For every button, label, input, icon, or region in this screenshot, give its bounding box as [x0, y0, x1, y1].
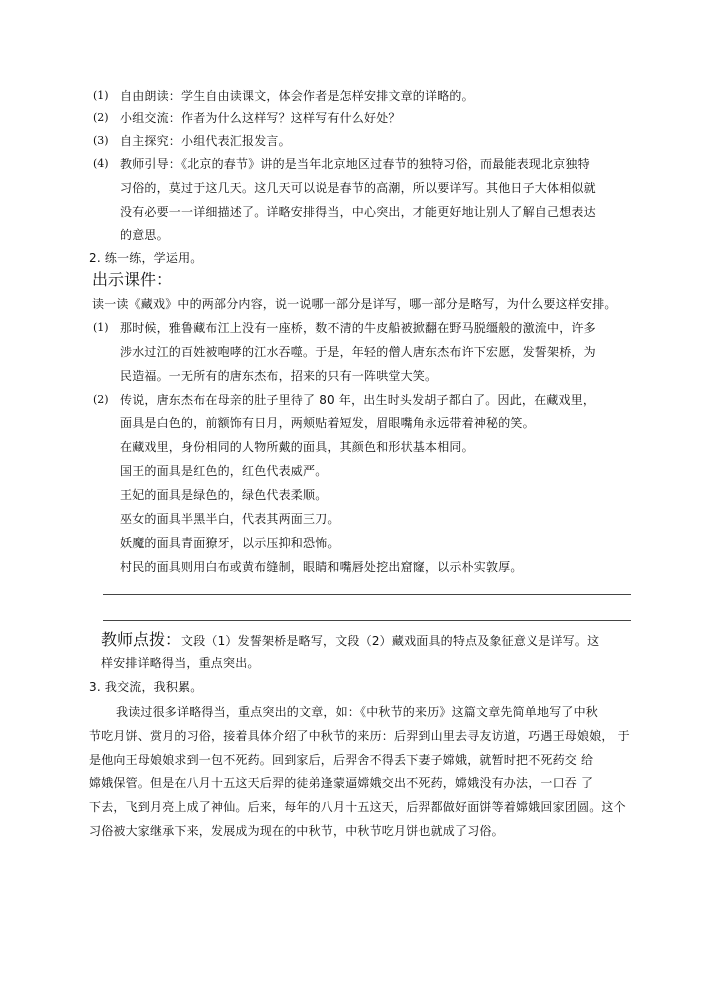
section-heading: 2. 练一练，学运用。 — [89, 251, 203, 265]
teacher-note-label: 教师点拨： — [101, 630, 182, 649]
essay-line: 节吃月饼、赏月的习俗，接着具体介绍了中秋节的来历：后羿到山里去寻友访道，巧遇王母娘娘， 于 — [89, 729, 630, 743]
essay-line: 是他向王母娘娘求到一包不死药。回到家后，后羿舍不得丢下妻子嫦娥，就暂时把不死药交 给 — [89, 753, 594, 767]
paragraph-line: 村民的面具则用白布或黄布缝制，眼睛和嘴唇处挖出窟窿，以示朴实敦厚。 — [120, 560, 523, 574]
instruction-text: 读一读《藏戏》中的两部分内容，说一说哪一部分是详写，哪一部分是略写，为什么要这样安排。 — [92, 297, 617, 311]
paragraph-line: 王妃的面具是绿色的，绿色代表柔顺。 — [120, 488, 328, 502]
step-number: (2) — [93, 111, 109, 124]
paragraph-line: 民造福。一无所有的唐东杰布，招来的只有一阵哄堂大笑。 — [120, 369, 438, 383]
step-text-line: 教师引导：《北京的春节》讲的是当年北京地区过春节的独特习俗，而最能表现北京独特 — [120, 157, 590, 171]
step-number: (1) — [93, 89, 109, 102]
step-number: (4) — [93, 157, 109, 170]
step-text: 小组交流：作者为什么这样写？这样写有什么好处？ — [120, 111, 401, 125]
essay-line: 嫦娥保管。但是在八月十五这天后羿的徒弟逢蒙逼嫦娥交出不死药，嫦娥没有办法，一口吞 了 — [89, 776, 594, 790]
paragraph-line: 面具是白色的，前额饰有日月，两颊贴着短发，眉眼嘴角永远带着神秘的笑。 — [120, 416, 535, 430]
essay-line: 我读过很多详略得当，重点突出的文章，如：《中秋节的来历》这篇文章先简单地写了中秋 — [116, 705, 599, 719]
essay-line: 下去，飞到月亮上成了神仙。后来，每年的八月十五这天，后羿都做好面饼等着嫦娥回家团圆。这个 — [89, 800, 626, 814]
step-number: (3) — [93, 134, 109, 147]
teacher-note-text: 文段（1）发誓架桥是略写，文段（2）藏戏面具的特点及象征意义是详写。这 — [181, 634, 600, 648]
paragraph-line: 涉水过江的百姓被咆哮的江水吞噬。于是，年轻的僧人唐东杰布许下宏愿，发誓架桥，为 — [120, 345, 596, 359]
step-text-line: 没有必要一一详细描述了。详略安排得当，中心突出，才能更好地让别人了解自己想表达 — [120, 205, 596, 219]
separator-line — [103, 620, 631, 621]
courseware-label: 出示课件： — [92, 270, 173, 289]
step-text: 自主探究：小组代表汇报发言。 — [120, 134, 291, 148]
paragraph-line: 那时候，雅鲁藏布江上没有一座桥，数不清的牛皮船被掀翻在野马脱缰般的激流中，许多 — [120, 321, 596, 335]
step-text-line: 的意思。 — [120, 228, 169, 242]
paragraph-line: 妖魔的面具青面獠牙，以示压抑和恐怖。 — [120, 536, 340, 550]
paragraph-line: 传说，唐东杰布在母亲的肚子里待了 80 年，出生时头发胡子都白了。因此，在藏戏里， — [120, 393, 596, 407]
paragraph-line: 巫女的面具半黑半白，代表其两面三刀。 — [120, 512, 340, 526]
paragraph-line: 在藏戏里，身份相同的人物所戴的面具，其颜色和形状基本相同。 — [120, 440, 474, 454]
step-text: 自由朗读：学生自由读课文，体会作者是怎样安排文章的详略的。 — [120, 89, 474, 103]
paragraph-line: 国王的面具是红色的，红色代表威严。 — [120, 464, 328, 478]
paragraph-number: (1) — [93, 321, 109, 334]
essay-line: 习俗被大家继承下来，发展成为现在的中秋节，中秋节吃月饼也就成了习俗。 — [89, 824, 504, 838]
section-heading: 3. 我交流，我积累。 — [89, 680, 203, 694]
separator-line — [103, 594, 631, 595]
paragraph-number: (2) — [93, 393, 109, 406]
teacher-note-text: 样安排详略得当，重点突出。 — [101, 656, 260, 670]
step-text-line: 习俗的，莫过于这几天。这几天可以说是春节的高潮，所以要详写。其他日子大体相似就 — [120, 181, 596, 195]
